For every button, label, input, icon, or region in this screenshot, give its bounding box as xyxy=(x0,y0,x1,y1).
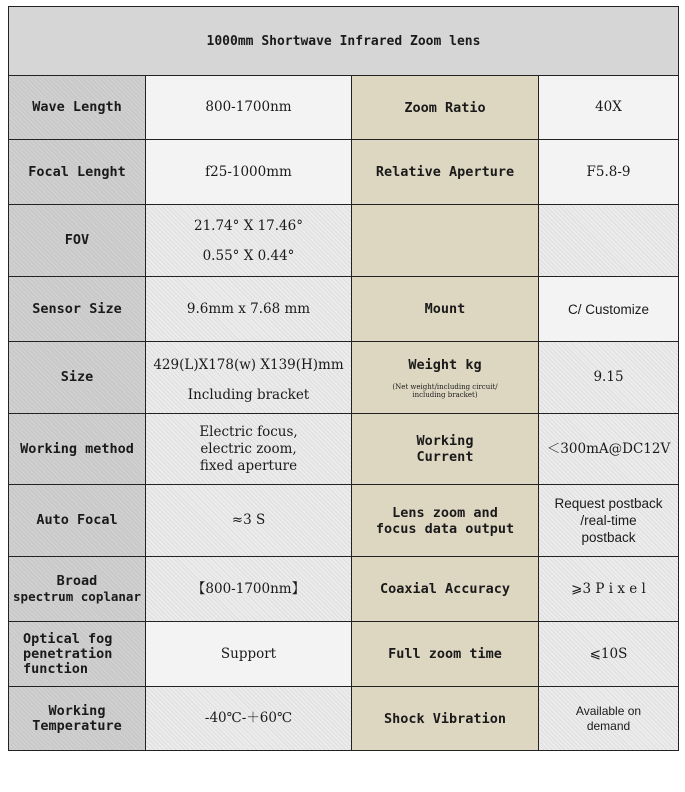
value-relative-aperture: F5.8-9 xyxy=(539,140,679,205)
table-row xyxy=(9,277,679,342)
spec-table xyxy=(8,6,679,751)
table-row xyxy=(9,205,679,277)
table-row xyxy=(9,687,679,751)
table-row xyxy=(9,140,679,205)
label-focal-length: Focal Lenght xyxy=(9,140,146,205)
value-focal-length: f25-1000mm xyxy=(146,140,352,205)
fov-line-1: 21.74° X 17.46° xyxy=(194,217,303,234)
method-line-3: fixed aperture xyxy=(199,457,298,474)
table-row xyxy=(9,414,679,485)
label-sensor-size: Sensor Size xyxy=(9,277,146,342)
label-empty xyxy=(352,205,539,277)
weight-note-2: including bracket) xyxy=(412,390,478,399)
postback-line-2: /real-time xyxy=(580,513,637,528)
size-line-1: 429(L)X178(w) X139(H)mm xyxy=(153,356,344,373)
shock-line-2: demand xyxy=(586,718,631,733)
value-working-current: ＜300mA@DC12V xyxy=(539,414,679,485)
value-broad-spectrum: 【800-1700nm】 xyxy=(146,557,352,622)
label-shock-vibration: Shock Vibration xyxy=(352,687,539,751)
label-weight xyxy=(352,342,539,414)
size-line-2: Including bracket xyxy=(187,386,310,403)
value-fog-penetration: Support xyxy=(146,622,352,687)
table-title: 1000mm Shortwave Infrared Zoom lens xyxy=(9,7,679,76)
value-zoom-ratio: 40X xyxy=(539,76,679,140)
value-full-zoom-time: ⩽10S xyxy=(539,622,679,687)
label-working-current xyxy=(352,414,539,485)
table-row xyxy=(9,76,679,140)
label-relative-aperture: Relative Aperture xyxy=(352,140,539,205)
table-row xyxy=(9,342,679,414)
data-output-line-2: focus data output xyxy=(375,520,515,537)
broad-line-1: Broad xyxy=(56,573,98,589)
postback-line-3: postback xyxy=(581,530,636,545)
fog-line-3: function xyxy=(23,660,89,677)
value-auto-focal: ≈3 S xyxy=(146,485,352,557)
label-mount: Mount xyxy=(352,277,539,342)
label-fov: FOV xyxy=(9,205,146,277)
fov-line-2: 0.55° X 0.44° xyxy=(202,247,295,264)
value-working-temperature: -40℃-＋60℃ xyxy=(146,687,352,751)
value-weight: 9.15 xyxy=(539,342,679,414)
label-working-temperature xyxy=(9,687,146,751)
label-size: Size xyxy=(9,342,146,414)
data-output-line-1: Lens zoom and xyxy=(392,504,498,521)
value-sensor-size: 9.6mm x 7.68 mm xyxy=(146,277,352,342)
label-wave-length: Wave Length xyxy=(9,76,146,140)
label-working-method: Working method xyxy=(9,414,146,485)
table-row xyxy=(9,622,679,687)
label-data-output xyxy=(352,485,539,557)
label-coaxial-accuracy: Coaxial Accuracy xyxy=(352,557,539,622)
value-size xyxy=(146,342,352,414)
label-zoom-ratio: Zoom Ratio xyxy=(352,76,539,140)
value-data-output xyxy=(539,485,679,557)
weight-note-1: (Net weight/including circuit/ xyxy=(392,382,498,391)
value-working-method xyxy=(146,414,352,485)
value-wave-length: 800-1700nm xyxy=(146,76,352,140)
label-auto-focal: Auto Focal xyxy=(9,485,146,557)
temp-line-2: Temperature xyxy=(32,717,122,734)
method-line-2: electric zoom, xyxy=(200,440,297,457)
label-full-zoom-time: Full zoom time xyxy=(352,622,539,687)
value-empty xyxy=(539,205,679,277)
postback-line-1: Request postback xyxy=(554,496,663,511)
label-broad-spectrum xyxy=(9,557,146,622)
title-row xyxy=(9,7,679,76)
value-fov xyxy=(146,205,352,277)
label-fog-penetration xyxy=(9,622,146,687)
fog-line-2: penetration xyxy=(23,645,113,662)
value-coaxial-accuracy: ⩾3 P i x e l xyxy=(539,557,679,622)
table-row xyxy=(9,485,679,557)
weight-label: Weight kg xyxy=(408,356,482,373)
method-line-1: Electric focus, xyxy=(199,423,298,440)
broad-line-2: spectrum coplanar xyxy=(13,589,141,604)
temp-line-1: Working xyxy=(48,702,106,719)
current-label-line-2: Current xyxy=(416,449,474,465)
value-mount: C/ Customize xyxy=(539,277,679,342)
value-shock-vibration xyxy=(539,687,679,751)
shock-line-1: Available on xyxy=(575,703,642,718)
table-row xyxy=(9,557,679,622)
current-label-line-1: Working xyxy=(416,433,474,449)
fog-line-1: Optical fog xyxy=(23,630,113,647)
